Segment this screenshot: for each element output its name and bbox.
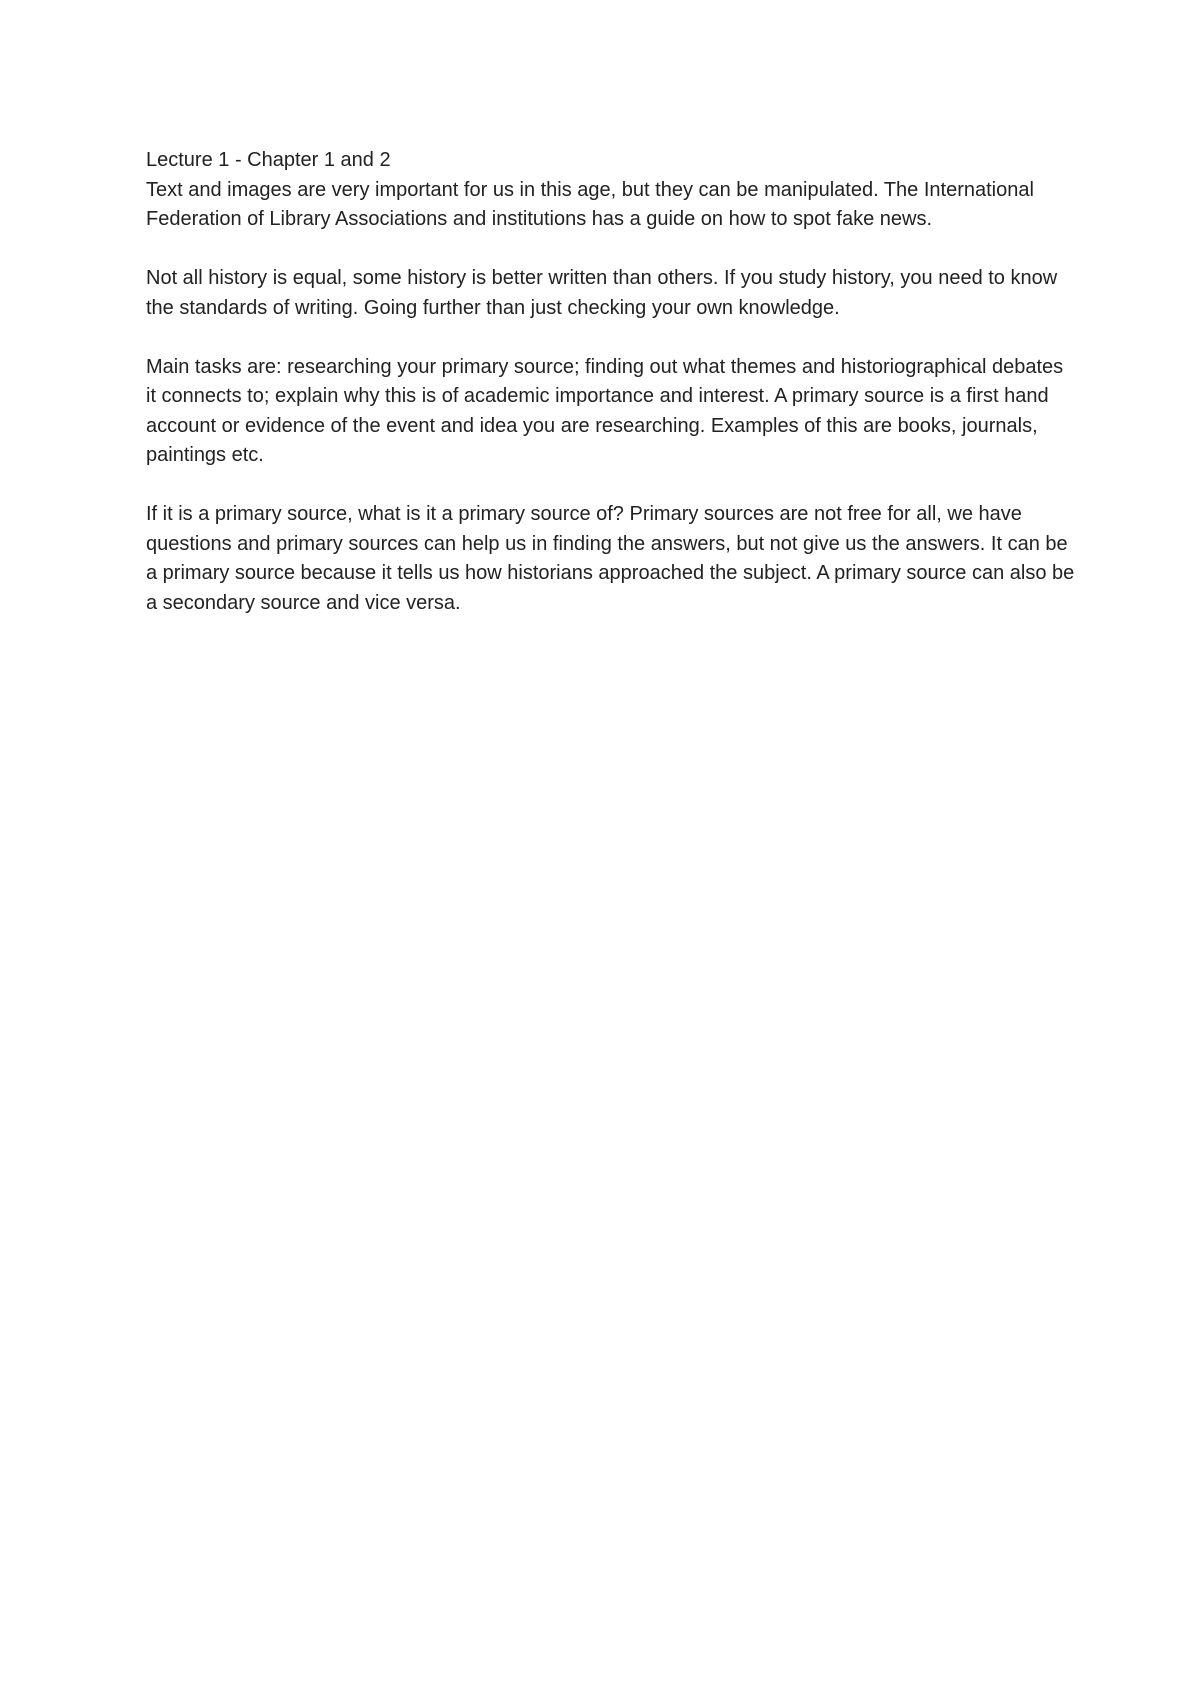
paragraph-3: Main tasks are: researching your primary source; finding out what themes and historiographical debates it connects to; explain why this is of academic importance and interest. A primary source is a first hand account or evidence of the event and idea you are researching. Examples of this are books, journals, paintings etc. (146, 355, 1064, 466)
document-title: Lecture 1 - Chapter 1 and 2 (146, 149, 391, 171)
paragraph-1: Text and images are very important for us in this age, but they can be manipulated. The International Federation of Library Associations and institutions has a guide on how to spot fake news. (146, 178, 1034, 230)
paragraph-2: Not all history is equal, some history is better written than others. If you study history, you need to know the standards of writing. Going further than just checking your own knowledge. (146, 267, 1058, 319)
document-body (146, 146, 1076, 618)
paragraph-4: If it is a primary source, what is it a primary source of? Primary sources are not free for all, we have questions and primary sources can help us in finding the answers, but not give us the answers. It can be a primary source because it tells us how historians approached the subject. A primary source can also be a secondary source and vice versa. (146, 503, 1075, 614)
